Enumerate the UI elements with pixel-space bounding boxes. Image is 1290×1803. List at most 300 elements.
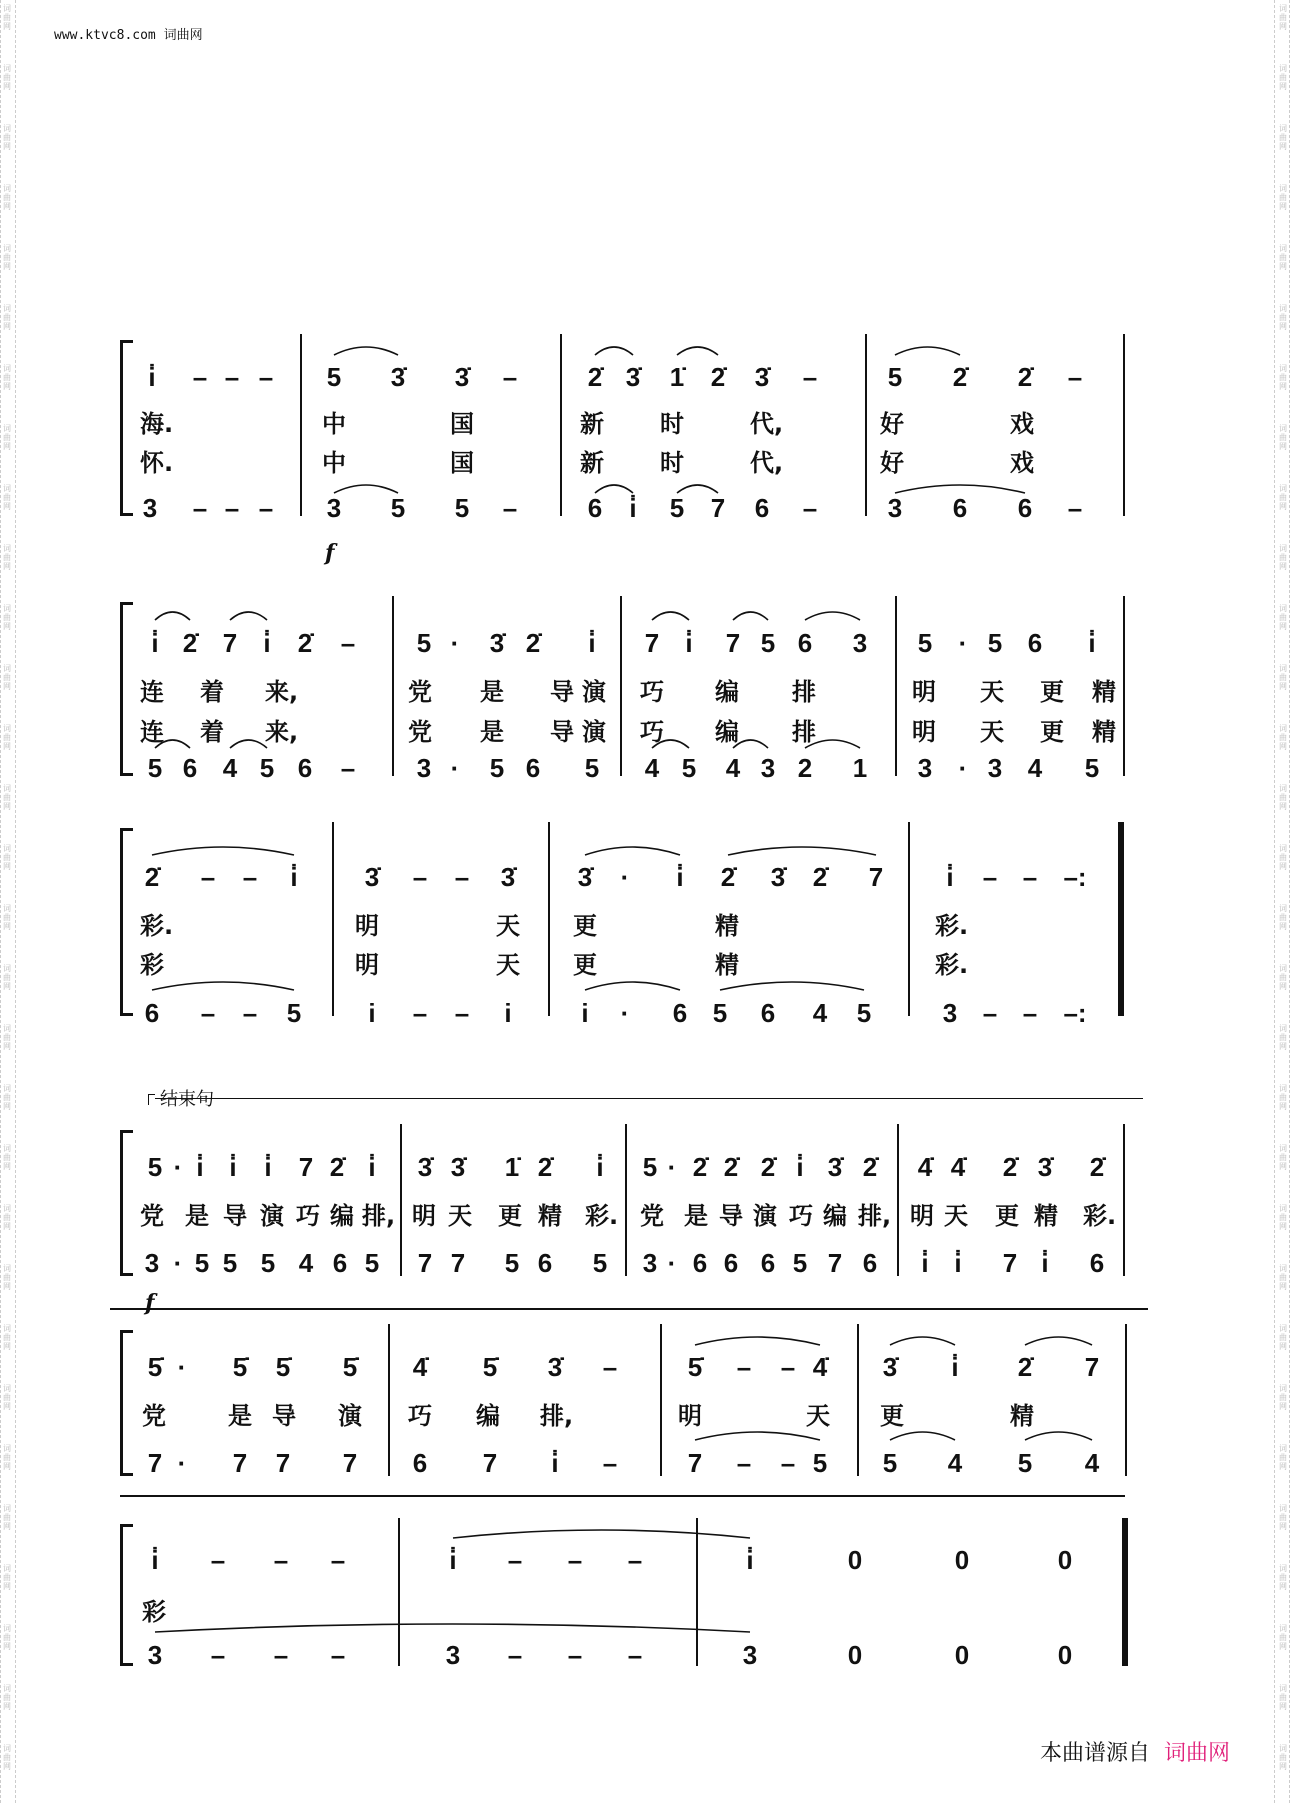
harmony-note: 6 [723,1248,739,1278]
harmony-note: · [620,998,630,1028]
lyric-verse-2: 来, [265,718,299,746]
harmony-note: – [982,998,998,1028]
melody-note: 7 [725,628,741,658]
slur [595,347,633,355]
harmony-note: 4 [298,1248,314,1278]
lyric-verse-1: 导 [272,1402,296,1430]
section-label-ending: 结束句 [160,1089,214,1110]
slur [890,1432,955,1440]
barline [388,1324,390,1476]
margin-watermark-left: 词 曲 网 [3,1624,11,1651]
margin-watermark-right: 词 曲 网 [1279,484,1287,511]
melody-note: – [736,1352,752,1382]
barline [620,596,622,776]
margin-watermark-right: 词 曲 网 [1279,184,1287,211]
barline [560,334,562,516]
harmony-note: 5 [147,753,163,783]
margin-watermark-right: 词 曲 网 [1279,1024,1287,1051]
slur [334,347,398,355]
melody-note: 7 [644,628,660,658]
lyric-verse-1: 天 [448,1202,472,1230]
lyric-verse-1: 编 [330,1202,354,1230]
margin-watermark-left: 词 曲 网 [3,964,11,991]
harmony-note: – [330,1640,346,1670]
harmony-note: 3 [642,1248,658,1278]
lyric-verse-2: 是 [480,718,504,746]
melody-note: · [958,628,968,658]
harmony-note: 6 [525,753,541,783]
melody-note: i̇ [151,628,159,658]
lyric-verse-2: 新 [580,449,604,477]
lyric-verse-1: 彩. [585,1202,619,1230]
barline [1123,1124,1125,1276]
harmony-note: 5 [1017,1448,1033,1478]
margin-watermark-left: 词 曲 网 [3,664,11,691]
harmony-note: 4 [644,753,660,783]
barline [398,1518,400,1666]
section-rule [120,1495,1125,1497]
melody-note: 5 [887,362,903,392]
lyric-verse-1: 新 [580,410,604,438]
harmony-note: 5 [489,753,505,783]
slur [1025,1432,1092,1440]
harmony-note: – [736,1448,752,1478]
barline [1125,1324,1127,1476]
melody-note: – [454,862,470,892]
harmony-note: 5 [504,1248,520,1278]
harmony-note: · [450,753,460,783]
melody-note: 3̇ [1037,1152,1053,1182]
harmony-note: 3 [760,753,776,783]
margin-watermark-right: 词 曲 网 [1279,1264,1287,1291]
barline [1123,334,1125,516]
harmony-note: 3 [144,1248,160,1278]
margin-watermark-right: 词 曲 网 [1279,904,1287,931]
melody-note: – [602,1352,618,1382]
melody-note: 2̇ [329,1152,345,1182]
melody-note: – [507,1545,523,1575]
lyric-verse-1: 更 [498,1202,522,1230]
lyric-verse-2: 天 [980,718,1004,746]
harmony-note: 7 [827,1248,843,1278]
harmony-note: –: [1063,998,1087,1028]
harmony-note: 6 [587,493,603,523]
dynamic-marking: f [145,1290,155,1316]
margin-watermark-right: 词 曲 网 [1279,544,1287,571]
melody-note: i̇ [290,862,298,892]
margin-watermark-right: 词 曲 网 [1279,4,1287,31]
melody-note: 5̇ [342,1352,358,1382]
melody-note: – [627,1545,643,1575]
harmony-note: 6 [412,1448,428,1478]
lyric-verse-1: 巧 [296,1202,320,1230]
harmony-note: i [368,998,376,1028]
lyric-verse-1: 中 [322,410,346,438]
final-barline [1118,822,1124,1016]
melody-note: 4̇ [950,1152,966,1182]
lyric-verse-1: 排, [858,1202,892,1230]
harmony-note: 5 [812,1448,828,1478]
melody-note: 3̇ [754,362,770,392]
melody-note: i̇ [796,1152,804,1182]
harmony-note: – [507,1640,523,1670]
melody-note: 2̇ [1002,1152,1018,1182]
barline [392,596,394,776]
harmony-note: 6 [760,998,776,1028]
lyric-verse-2: 国 [450,449,474,477]
margin-watermark-left: 词 曲 网 [3,1024,11,1051]
lyric-verse-2: 天 [496,951,520,979]
melody-note: 2̇ [182,628,198,658]
harmony-note: 3 [887,493,903,523]
slur [230,612,267,620]
lyric-verse-2: 精 [715,951,739,979]
lyric-verse-2: 好 [880,449,904,477]
harmony-note: 4 [1027,753,1043,783]
lyric-verse-1: 演 [582,678,606,706]
lyric-verse-2: 怀. [140,449,174,477]
harmony-note: – [210,1640,226,1670]
melody-note: 5 [917,628,933,658]
melody-note: 3̇ [364,862,380,892]
harmony-note: 3 [742,1640,758,1670]
lyric-verse-1: 是 [228,1402,252,1430]
lyric-verse-1: 巧 [640,678,664,706]
melody-note: 5 [760,628,776,658]
melody-note: i̇ [148,362,156,392]
melody-note: i̇ [449,1545,457,1575]
melody-note: 3̇ [450,1152,466,1182]
slur [895,347,960,355]
melody-note: i̇ [263,628,271,658]
lyric-verse-1: 排, [540,1402,574,1430]
slur [733,612,768,620]
melody-note: – [802,362,818,392]
section-rule [110,1308,1148,1310]
harmony-note: 7 [482,1448,498,1478]
melody-note: 6 [797,628,813,658]
lyric-verse-1: 国 [450,410,474,438]
harmony-note: 5 [259,753,275,783]
melody-note: 2̇ [587,362,603,392]
margin-watermark-left: 词 曲 网 [3,1144,11,1171]
margin-watermark-left: 词 曲 网 [3,1564,11,1591]
system-bracket [120,340,133,516]
melody-note: 1̇ [669,362,685,392]
melody-note: 3̇ [770,862,786,892]
melody-note: – [1067,362,1083,392]
lyric-verse-1: 排, [362,1202,396,1230]
margin-watermark-left: 词 曲 网 [3,124,11,151]
lyric-verse-1: 更 [573,912,597,940]
harmony-note: – [192,493,208,523]
harmony-note: 5 [792,1248,808,1278]
melody-note: 3̇ [577,862,593,892]
barline [895,596,897,776]
harmony-note: – [273,1640,289,1670]
harmony-note: 3 [917,753,933,783]
margin-watermark-left: 词 曲 网 [3,184,11,211]
melody-note: 5̇ [482,1352,498,1382]
harmony-note: 7 [342,1448,358,1478]
harmony-note: 7 [687,1448,703,1478]
melody-note: i̇ [746,1545,754,1575]
lyric-verse-2: 演 [582,718,606,746]
harmony-note: i̇ [1041,1248,1049,1278]
lyric-verse-1: 天 [496,912,520,940]
margin-watermark-left: 词 曲 网 [3,304,11,331]
melody-note: – [273,1545,289,1575]
melody-note: 7 [1084,1352,1100,1382]
melody-note: 7 [298,1152,314,1182]
section-label-corner [148,1094,155,1105]
melody-note: –: [1063,862,1087,892]
harmony-note: 5 [882,1448,898,1478]
margin-watermark-right: 词 曲 网 [1279,844,1287,871]
harmony-note: – [1067,493,1083,523]
harmony-note: 3 [942,998,958,1028]
margin-watermark-right: 词 曲 网 [1279,604,1287,631]
slur [155,612,190,620]
system-bracket [120,1524,133,1666]
melody-note: – [1022,862,1038,892]
system-bracket [120,1130,133,1276]
melody-note: 2̇ [144,862,160,892]
harmony-note: – [454,998,470,1028]
melody-note: 2̇ [1017,362,1033,392]
lyric-verse-1: 是 [684,1202,708,1230]
margin-watermark-left: 词 曲 网 [3,1684,11,1711]
lyric-verse-1: 演 [260,1202,284,1230]
melody-note: · [667,1152,677,1182]
melody-note: 2̇ [525,628,541,658]
melody-note: i̇ [151,1545,159,1575]
lyric-verse-1: 导 [223,1202,247,1230]
harmony-note: – [502,493,518,523]
margin-watermark-right: 词 曲 网 [1279,124,1287,151]
melody-note: 5 [147,1152,163,1182]
lyric-verse-1: 导 [719,1202,743,1230]
harmony-note: 3 [987,753,1003,783]
melody-note: · [177,1352,187,1382]
harmony-note: 5 [390,493,406,523]
melody-note: – [242,862,258,892]
harmony-note: 3 [416,753,432,783]
melody-note: 4̇ [812,1352,828,1382]
harmony-note: i [504,998,512,1028]
margin-watermark-left: 词 曲 网 [3,1324,11,1351]
melody-note: 5 [416,628,432,658]
harmony-note: 0 [847,1640,863,1670]
melody-note: 0 [1057,1545,1073,1575]
harmony-note: · [173,1248,183,1278]
melody-note: – [224,362,240,392]
harmony-note: 7 [1002,1248,1018,1278]
margin-watermark-right: 词 曲 网 [1279,244,1287,271]
melody-note: i̇ [596,1152,604,1182]
harmony-note: – [340,753,356,783]
harmony-note: i̇ [954,1248,962,1278]
slur [1025,1337,1092,1345]
barline [625,1124,627,1276]
lyric-verse-1: 精 [715,912,739,940]
margin-watermark-right: 词 曲 网 [1279,724,1287,751]
melody-note: – [567,1545,583,1575]
lyric-verse-1: 来, [265,678,299,706]
lyric-verse-1: 明 [912,678,936,706]
final-barline [1122,1518,1128,1666]
harmony-note: – [627,1640,643,1670]
harmony-note: · [958,753,968,783]
harmony-note: i̇ [921,1248,929,1278]
lyric-verse-2: 精 [1092,718,1116,746]
harmony-note: 6 [760,1248,776,1278]
barline [857,1324,859,1476]
harmony-note: – [567,1640,583,1670]
melody-note: 2̇ [723,1152,739,1182]
source-label: 本曲谱源自 [1039,1741,1150,1766]
harmony-note: 6 [862,1248,878,1278]
lyric-verse-1: 彩. [1083,1202,1117,1230]
slur [895,485,1025,493]
harmony-note: 5 [286,998,302,1028]
margin-watermark-left: 词 曲 网 [3,844,11,871]
melody-note: 5 [642,1152,658,1182]
margin-watermark-left: 词 曲 网 [3,1384,11,1411]
melody-note: i̇ [196,1152,204,1182]
melody-note: · [173,1152,183,1182]
harmony-note: 3 [147,1640,163,1670]
lyric-verse-1: 党 [640,1202,664,1230]
lyric-verse-1: 彩. [935,912,969,940]
lyric-verse-2: 彩 [140,951,164,979]
harmony-note: 5 [222,1248,238,1278]
melody-note: – [330,1545,346,1575]
margin-watermark-left: 词 曲 网 [3,424,11,451]
margin-watermark-left: 词 曲 网 [3,784,11,811]
harmony-note: – [242,998,258,1028]
melody-note: 3̇ [417,1152,433,1182]
lyric-verse-2: 中 [322,449,346,477]
slur [585,982,680,990]
melody-note: 2̇ [862,1152,878,1182]
harmony-note: 6 [672,998,688,1028]
lyric-verse-1: 精 [1092,678,1116,706]
slur [677,485,718,493]
melody-note: · [620,862,630,892]
harmony-note: 6 [1017,493,1033,523]
margin-watermark-right: 词 曲 网 [1279,424,1287,451]
margin-watermark-left: 词 曲 网 [3,1744,11,1771]
lyric-verse-1: 彩 [142,1598,166,1626]
lyric-verse-1: 巧 [789,1202,813,1230]
lyric-verse-1: 是 [185,1202,209,1230]
section-rule [155,1098,1143,1099]
margin-watermark-right: 词 曲 网 [1279,664,1287,691]
melody-note: i̇ [1088,628,1096,658]
melody-note: i̇ [946,862,954,892]
lyric-verse-1: 好 [880,410,904,438]
harmony-note: 2 [797,753,813,783]
source-brand: 词曲网 [1163,1741,1230,1766]
harmony-note: 0 [1057,1640,1073,1670]
melody-note: 2̇ [297,628,313,658]
melody-note: 5 [326,362,342,392]
melody-note: 3̇ [625,362,641,392]
lyric-verse-1: 精 [1034,1202,1058,1230]
barline [696,1518,698,1666]
harmony-note: 7 [710,493,726,523]
lyric-verse-2: 编 [715,718,739,746]
lyric-verse-1: 更 [1040,678,1064,706]
barline [332,822,334,1016]
harmony-note: 3 [326,493,342,523]
margin-watermark-left: 词 曲 网 [3,484,11,511]
melody-note: 1̇ [504,1152,520,1182]
margin-watermark-left: 词 曲 网 [3,364,11,391]
lyric-verse-1: 代, [750,410,784,438]
harmony-note: i̇ [551,1448,559,1478]
margin-watermark-right: 词 曲 网 [1279,1624,1287,1651]
harmony-note: i̇ [629,493,637,523]
lyric-verse-1: 党 [140,1202,164,1230]
lyric-verse-1: 党 [408,678,432,706]
harmony-note: · [667,1248,677,1278]
margin-watermark-left: 词 曲 网 [3,1444,11,1471]
harmony-note: 4 [222,753,238,783]
system-bracket [120,828,133,1016]
slur [152,847,294,855]
lyric-verse-1: 演 [338,1402,362,1430]
margin-watermark-right: 词 曲 网 [1279,1684,1287,1711]
source-credit [1040,1736,1230,1767]
lyric-verse-2: 更 [1040,718,1064,746]
lyric-verse-2: 导 [550,718,574,746]
melody-note: 0 [847,1545,863,1575]
melody-note: i̇ [588,628,596,658]
melody-note: – [412,862,428,892]
dynamic-marking: f [325,540,335,566]
system-bracket [120,602,133,776]
melody-note: i̇ [368,1152,376,1182]
melody-note: 2̇ [1089,1152,1105,1182]
melody-note: – [982,862,998,892]
melody-note: 2̇ [692,1152,708,1182]
margin-watermark-left: 词 曲 网 [3,64,11,91]
lyric-verse-2: 排 [792,718,816,746]
lyric-verse-2: 明 [912,718,936,746]
melody-note: 3 [852,628,868,658]
slur [334,485,398,493]
melody-note: – [502,362,518,392]
melody-note: 0 [954,1545,970,1575]
harmony-note: 4 [1084,1448,1100,1478]
lyric-verse-2: 连 [140,718,164,746]
harmony-note: 7 [232,1448,248,1478]
margin-watermark-right: 词 曲 网 [1279,1504,1287,1531]
lyric-verse-1: 是 [480,678,504,706]
harmony-note: 5 [856,998,872,1028]
lyric-verse-1: 演 [753,1202,777,1230]
harmony-note: 5 [592,1248,608,1278]
lyric-verse-1: 着 [200,678,224,706]
lyric-verse-2: 巧 [640,718,664,746]
slur [805,612,860,620]
slur [677,347,718,355]
margin-watermark-right: 词 曲 网 [1279,1084,1287,1111]
lyric-verse-1: 明 [412,1202,436,1230]
melody-note: 2̇ [710,362,726,392]
